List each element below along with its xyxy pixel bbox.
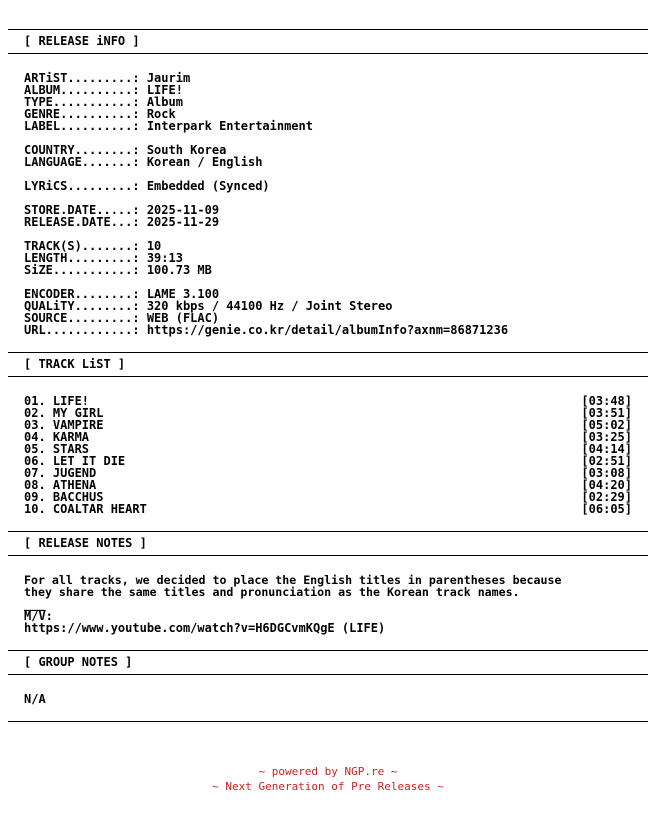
mv-url: https://www.youtube.com/watch?v=H6DGCvmKQgE (LIFE) [24, 621, 386, 635]
store-date-line: STORE.DATE.....: 2025-11-09 [24, 203, 220, 217]
track-row [24, 503, 632, 515]
divider [8, 721, 648, 722]
release-notes-line: they share the same titles and pronunciation as the Korean track names. [24, 585, 520, 599]
track-list-section [8, 377, 648, 531]
track-duration: [04:20] [581, 478, 632, 492]
track-row [24, 431, 632, 443]
track-title: 10. COALTAR HEART [24, 502, 147, 516]
track-title: 01. LIFE! [24, 394, 90, 408]
footer-tagline: ~ Next Generation of Pre Releases ~ [212, 780, 444, 793]
track-title: 08. ATHENA [24, 478, 97, 492]
track-title: 06. LET IT DIE [24, 454, 126, 468]
group-notes-heading: [ GROUP NOTES ] [24, 655, 133, 669]
track-list-heading: [ TRACK LiST ] [24, 357, 126, 371]
nfo-document [8, 29, 648, 722]
label-line: LABEL..........: Interpark Entertainment [24, 119, 313, 133]
track-duration: [02:29] [581, 490, 632, 504]
release-info-section [8, 54, 648, 352]
track-duration: [06:05] [581, 502, 632, 516]
track-duration: [03:48] [581, 394, 632, 408]
track-row [24, 467, 632, 479]
track-row [24, 455, 632, 467]
footer [0, 764, 656, 794]
track-duration: [03:51] [581, 406, 632, 420]
release-notes-line: For all tracks, we decided to place the English titles in parentheses because [24, 573, 562, 587]
type-line: TYPE...........: Album [24, 95, 183, 109]
size-line: SiZE...........: 100.73 MB [24, 263, 212, 277]
track-title: 03. VAMPIRE [24, 418, 104, 432]
track-duration: [05:02] [581, 418, 632, 432]
quality-line: QUALiTY........: 320 kbps / 44100 Hz / Joint Stereo [24, 299, 393, 313]
length-line: LENGTH.........: 39:13 [24, 251, 183, 265]
footer-powered-by: ~ powered by NGP.re ~ [258, 765, 398, 778]
track-duration: [04:14] [581, 442, 632, 456]
track-title: 07. JUGEND [24, 466, 97, 480]
track-row [24, 395, 632, 407]
group-notes-text: N/A [24, 692, 46, 706]
track-duration: [02:51] [581, 454, 632, 468]
track-count-line: TRACK(S).......: 10 [24, 239, 162, 253]
url-line: URL............: https://genie.co.kr/detail/albumInfo?axnm=86871236 [24, 323, 509, 337]
artist-line: ARTiST.........: Jaurim [24, 71, 191, 85]
group-notes-section [8, 675, 648, 721]
language-line: LANGUAGE.......: Korean / English [24, 155, 263, 169]
track-row [24, 479, 632, 491]
release-notes-section [8, 556, 648, 650]
track-title: 04. KARMA [24, 430, 90, 444]
track-title: 09. BACCHUS [24, 490, 104, 504]
album-line: ALBUM..........: LIFE! [24, 83, 183, 97]
release-info-heading: [ RELEASE iNFO ] [24, 34, 140, 48]
encoder-line: ENCODER........: LAME 3.100 [24, 287, 220, 301]
track-row [24, 407, 632, 419]
release-notes-heading: [ RELEASE NOTES ] [24, 536, 147, 550]
track-duration: [03:25] [581, 430, 632, 444]
track-duration: [03:08] [581, 466, 632, 480]
track-row [24, 419, 632, 431]
source-line: SOURCE.........: WEB (FLAC) [24, 311, 220, 325]
notes-separator: ___ [24, 597, 46, 611]
genre-line: GENRE..........: Rock [24, 107, 176, 121]
lyrics-line: LYRiCS.........: Embedded (Synced) [24, 179, 270, 193]
mv-label: M/V: [24, 609, 53, 623]
release-date-line: RELEASE.DATE...: 2025-11-29 [24, 215, 220, 229]
country-line: COUNTRY........: South Korea [24, 143, 227, 157]
track-title: 02. MY GIRL [24, 406, 104, 420]
track-title: 05. STARS [24, 442, 90, 456]
